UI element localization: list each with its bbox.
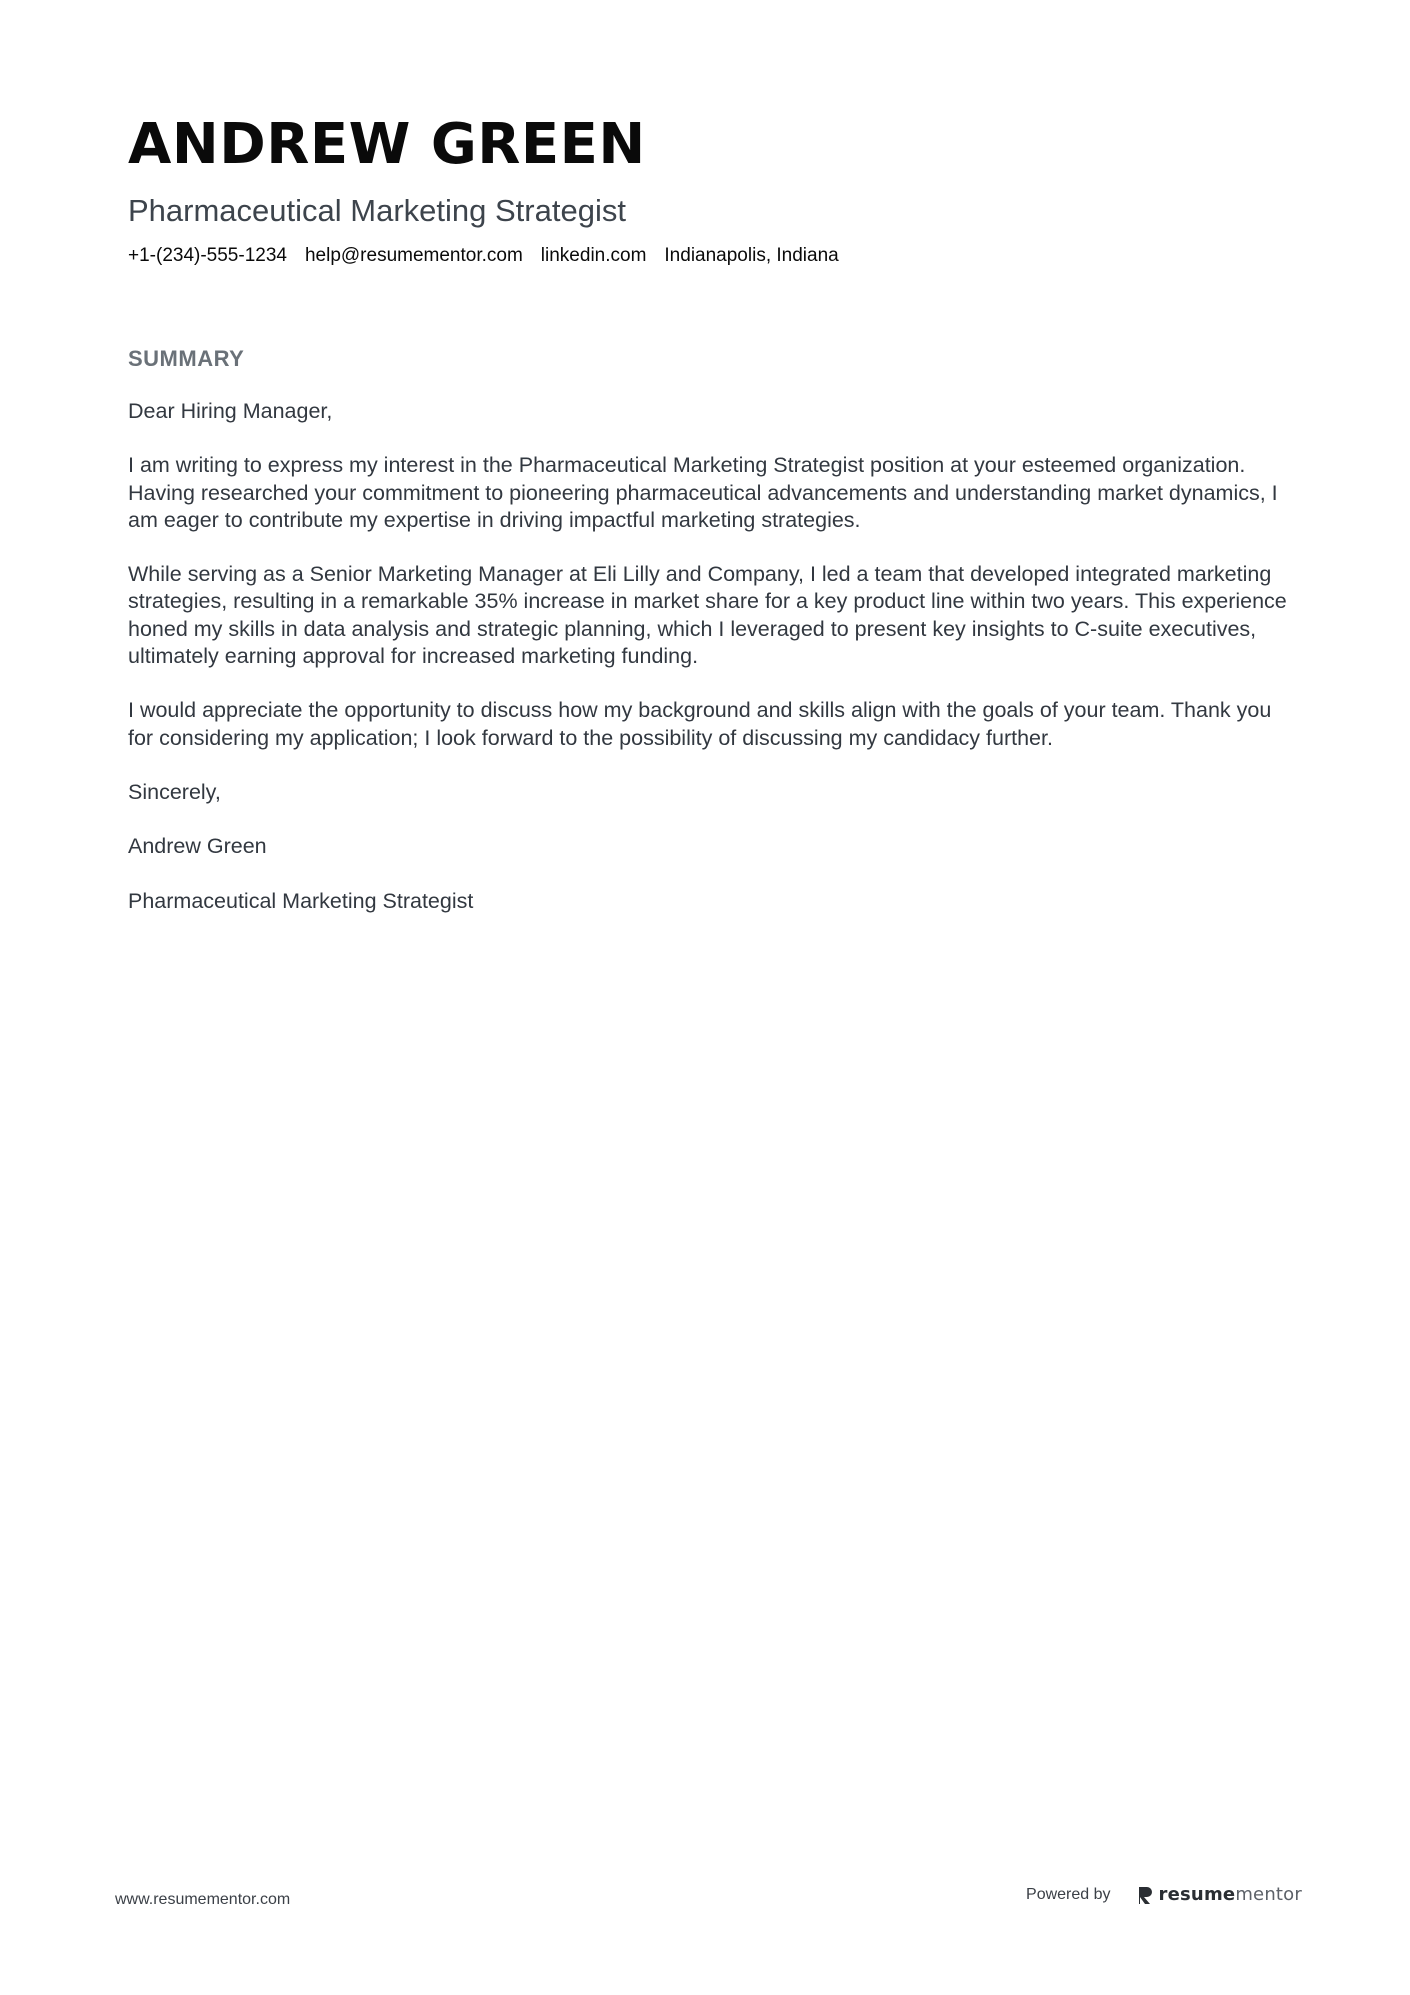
contact-info (128, 244, 1288, 268)
contact-linkedin: linkedin.com (540, 245, 647, 266)
contact-email: help@resumementor.com (304, 245, 523, 266)
brand-wordmark-light: mentor (1235, 1884, 1302, 1905)
paragraph-3: I would appreciate the opportunity to discuss how my background and skills align with the goals of your team. Thank you for considering my application; I look forward to the possibility of discussing my candidacy further. (128, 698, 1272, 750)
brand-wordmark-bold: resume (1158, 1884, 1236, 1905)
candidate-title: Pharmaceutical Marketing Strategist (128, 193, 626, 228)
letter-body (128, 344, 1288, 942)
signature-name: Andrew Green (128, 834, 267, 859)
paragraph-1: I am writing to express my interest in the Pharmaceutical Marketing Strategist position at your esteemed organization. Having researched your commitment to pioneering pharmaceutical advancements and understanding market dynamics, I am eager to contribute my expertise in driving impactful marketing strategies. (128, 453, 1278, 532)
salutation: Dear Hiring Manager, (128, 399, 333, 423)
brand-logo[interactable] (1137, 1884, 1302, 1905)
closing: Sincerely, (128, 779, 221, 804)
signature-title: Pharmaceutical Marketing Strategist (128, 888, 474, 913)
contact-location: Indianapolis, Indiana (664, 245, 839, 266)
contact-phone: +1-(234)-555-1234 (128, 245, 287, 266)
resumementor-logo-icon (1137, 1885, 1153, 1905)
footer-branding (1026, 1884, 1302, 1905)
brand-wordmark (1159, 1884, 1302, 1905)
powered-by-label: Powered by (1026, 1885, 1111, 1903)
paragraph-2: While serving as a Senior Marketing Manager at Eli Lilly and Company, I led a team that developed integrated marketing strategies, resulting in a remarkable 35% increase in market share for a key product line within two years. This experience honed my skills in data analysis and strategic planning, which I leveraged to present key insights to C-suite executives, ultimately earning approval for increased marketing funding. (128, 562, 1287, 669)
candidate-name: ANDREW GREEN (128, 112, 646, 177)
section-heading-summary: SUMMARY (128, 346, 245, 371)
footer-website[interactable]: www.resumementor.com (115, 1891, 291, 1908)
header (128, 110, 1288, 268)
